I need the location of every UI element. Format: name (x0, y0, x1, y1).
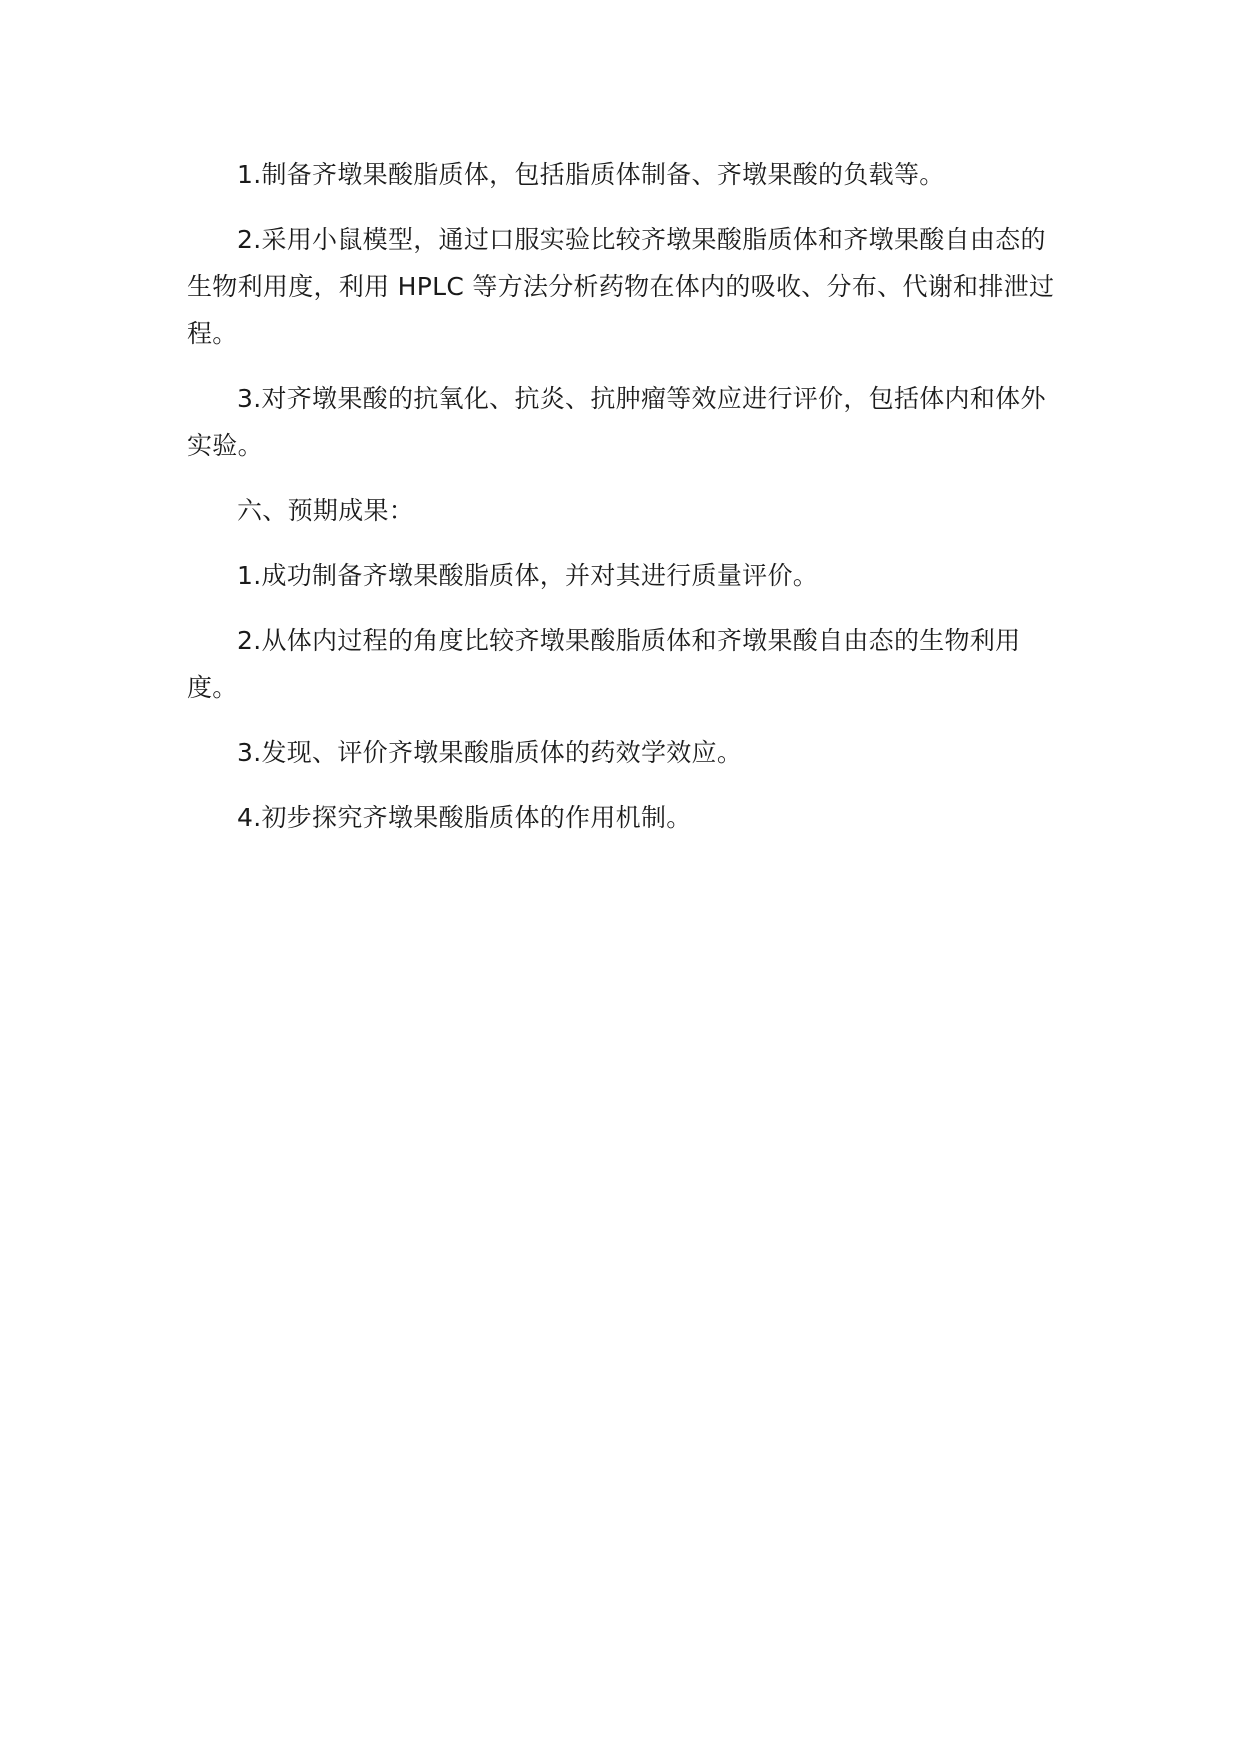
document-body (187, 151, 1055, 859)
method-item-1: 1.制备齐墩果酸脂质体，包括脂质体制备、齐墩果酸的负载等。 (237, 160, 945, 189)
method-item-2: 2.采用小鼠模型，通过口服实验比较齐墩果酸脂质体和齐墩果酸自由态的生物利用度，利用 HPLC 等方法分析药物在体内的吸收、分布、代谢和排泄过程。 (187, 225, 1055, 348)
section-heading-expected-results: 六、预期成果： (237, 496, 415, 525)
result-item-3: 3.发现、评价齐墩果酸脂质体的药效学效应。 (237, 738, 743, 767)
result-item-2: 2.从体内过程的角度比较齐墩果酸脂质体和齐墩果酸自由态的生物利用度。 (187, 626, 1021, 702)
result-item-1: 1.成功制备齐墩果酸脂质体，并对其进行质量评价。 (237, 561, 819, 590)
result-item-4: 4.初步探究齐墩果酸脂质体的作用机制。 (237, 803, 692, 832)
method-item-3: 3.对齐墩果酸的抗氧化、抗炎、抗肿瘤等效应进行评价，包括体内和体外实验。 (187, 384, 1046, 460)
